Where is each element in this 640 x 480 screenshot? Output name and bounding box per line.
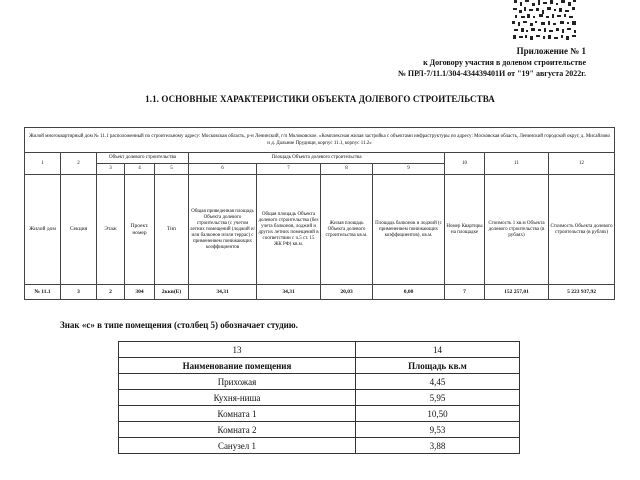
- cell-area-balcony: 0,00: [373, 285, 445, 300]
- table-row: [119, 438, 520, 454]
- cell-type: 2ккв(Е): [155, 285, 189, 300]
- header-price-total: Стоимость Объекта долевого строительства (в рублях): [549, 175, 615, 285]
- header-area-total: Общая площадь Объекта долевого строительства (без учета балконов, лоджий и других летних помещений в соответствии с ч.5 ст. 15 ЖК РФ) кв.м.: [257, 175, 321, 285]
- table-row: [25, 285, 615, 300]
- header-price-sqm: Стоимость 1 кв.м Объекта долевого строительства (в рублях): [485, 175, 549, 285]
- col-number: 10: [445, 153, 485, 175]
- table-row: [119, 406, 520, 422]
- col-number: 4: [125, 164, 155, 175]
- table-row: [119, 390, 520, 406]
- cell-floor: 2: [97, 285, 125, 300]
- header-floor: Этаж: [97, 175, 125, 285]
- appendix-line-1: к Договору участия в долевом строительстве: [423, 58, 586, 67]
- cell-apartment-number: 7: [445, 285, 485, 300]
- object-description: Жилой многоквартирный дом № 11.1 расположенный по строительному адресу: Московская область, р-н Ленинский, г/п Молоковское. «Комплексная жилая застройка с объектами инфраструктуры по адресу: Московская область, Ленинский городской округ, д. Мисайлово и д. Дальние Прудищи, корпус 11.1, корпус 11.2»: [25, 128, 615, 153]
- header-house: Жилой дом: [25, 175, 61, 285]
- qr-code: [512, 0, 578, 40]
- col-number: 9: [373, 164, 445, 175]
- room-name: Кухня-ниша: [119, 390, 356, 406]
- header-apartment-number: Номер Квартиры на площадке: [445, 175, 485, 285]
- group-object-header: Объект долевого строительства: [97, 153, 189, 164]
- characteristics-table: [24, 127, 615, 300]
- appendix-title: Приложение № 1: [516, 46, 586, 56]
- cell-area-total: 34,31: [257, 285, 321, 300]
- col-number: 3: [97, 164, 125, 175]
- appendix-header: [398, 46, 586, 79]
- col-number: 12: [549, 153, 615, 175]
- room-name: Комната 1: [119, 406, 356, 422]
- header-section: Секция: [61, 175, 97, 285]
- table-row: [119, 374, 520, 390]
- table-row: [119, 422, 520, 438]
- header-area-living: Жилая площадь Объекта долевого строительства кв.м.: [321, 175, 373, 285]
- col-number: 2: [61, 153, 97, 175]
- col-number: 6: [189, 164, 257, 175]
- room-name: Санузел 1: [119, 438, 356, 454]
- cell-price-sqm: 152 257,01: [485, 285, 549, 300]
- header-room-name: Наименование помещения: [119, 358, 356, 374]
- col-number: 1: [25, 153, 61, 175]
- cell-area-reduced: 34,31: [189, 285, 257, 300]
- rooms-table: [118, 341, 520, 454]
- col-number: 11: [485, 153, 549, 175]
- header-project-number: Проект. номер: [125, 175, 155, 285]
- cell-house: № 11.1: [25, 285, 61, 300]
- cell-section: 3: [61, 285, 97, 300]
- col-number: 13: [119, 342, 356, 358]
- col-number: 5: [155, 164, 189, 175]
- col-number: 7: [257, 164, 321, 175]
- room-area: 10,50: [356, 406, 520, 422]
- cell-area-living: 20,03: [321, 285, 373, 300]
- header-area-balcony: Площадь балконов и лоджий (с применением понижающих коэффициентов), кв.м.: [373, 175, 445, 285]
- header-type: Тип: [155, 175, 189, 285]
- room-name: Комната 2: [119, 422, 356, 438]
- studio-note: Знак «с» в типе помещения (столбец 5) обозначает студию.: [60, 320, 298, 330]
- header-area-reduced: Общая приведенная площадь Объекта долевого строительства (с учетом летних помещений (лоджий и/или балконов и/или террас) с применением понижающих коэффициентов: [189, 175, 257, 285]
- room-area: 9,53: [356, 422, 520, 438]
- group-area-header: Площадь Объекта долевого строительства: [189, 153, 445, 164]
- room-area: 5,95: [356, 390, 520, 406]
- col-number: 14: [356, 342, 520, 358]
- section-heading: 1.1. ОСНОВНЫЕ ХАРАКТЕРИСТИКИ ОБЪЕКТА ДОЛЕВОГО СТРОИТЕЛЬСТВА: [145, 94, 495, 104]
- cell-project-number: 304: [125, 285, 155, 300]
- room-area: 4,45: [356, 374, 520, 390]
- header-room-area: Площадь кв.м: [356, 358, 520, 374]
- col-number: 8: [321, 164, 373, 175]
- appendix-line-2: № ПРЛ-7/11.1/304-434439401И от "19" августа 2022г.: [397, 69, 586, 78]
- room-area: 3,88: [356, 438, 520, 454]
- cell-price-total: 5 223 937,92: [549, 285, 615, 300]
- room-name: Прихожая: [119, 374, 356, 390]
